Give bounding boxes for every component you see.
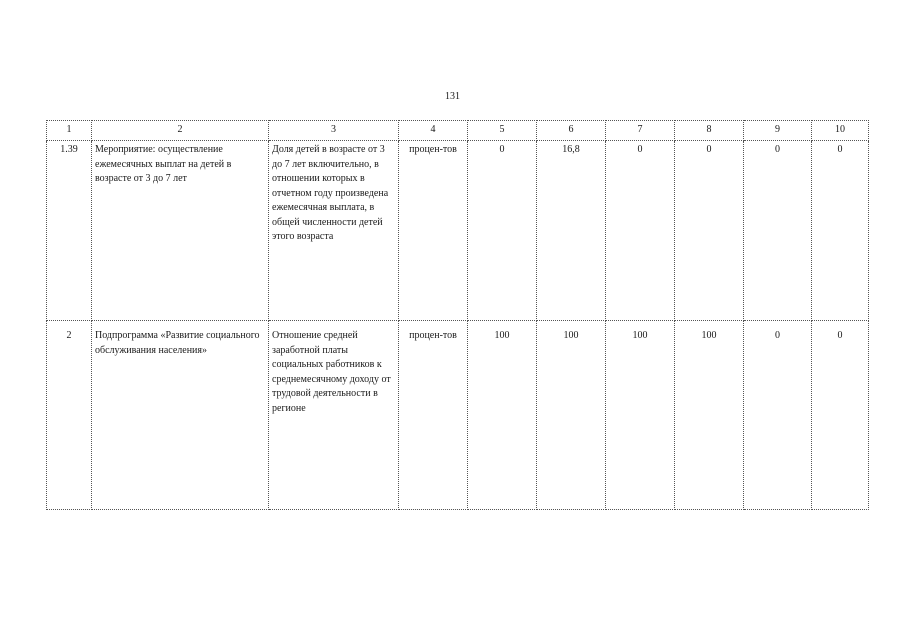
column-header: 4 bbox=[399, 121, 468, 141]
row-number: 1.39 bbox=[47, 141, 92, 321]
table-row bbox=[47, 321, 869, 510]
page-number: 131 bbox=[445, 91, 460, 102]
column-header: 3 bbox=[269, 121, 399, 141]
value-cell: 100 bbox=[675, 321, 744, 510]
value-cell: 0 bbox=[468, 141, 537, 321]
row-number: 2 bbox=[47, 321, 92, 510]
value-cell: 0 bbox=[606, 141, 675, 321]
indicators-table bbox=[46, 120, 869, 510]
column-header: 2 bbox=[92, 121, 269, 141]
column-header: 8 bbox=[675, 121, 744, 141]
value-cell: 0 bbox=[675, 141, 744, 321]
table-header-row bbox=[47, 121, 869, 141]
column-header: 9 bbox=[744, 121, 812, 141]
column-header: 7 bbox=[606, 121, 675, 141]
column-header: 6 bbox=[537, 121, 606, 141]
value-cell: 100 bbox=[537, 321, 606, 510]
measure-name: Мероприятие: осуществление ежемесячных выплат на детей в возрасте от 3 до 7 лет bbox=[92, 141, 269, 321]
indicator-name: Доля детей в возрасте от 3 до 7 лет включительно, в отношении которых в отчетном году произведена ежемесячная выплата, в общей численности детей этого возраста bbox=[269, 141, 399, 321]
value-cell: 0 bbox=[812, 321, 869, 510]
value-cell: 0 bbox=[744, 321, 812, 510]
value-cell: 16,8 bbox=[537, 141, 606, 321]
column-header: 10 bbox=[812, 121, 869, 141]
unit-of-measure: процен-тов bbox=[399, 141, 468, 321]
value-cell: 0 bbox=[812, 141, 869, 321]
table-row bbox=[47, 141, 869, 321]
column-header: 5 bbox=[468, 121, 537, 141]
indicator-name: Отношение средней заработной платы социальных работников к среднемесячному доходу от трудовой деятельности в регионе bbox=[269, 321, 399, 510]
value-cell: 100 bbox=[606, 321, 675, 510]
unit-of-measure: процен-тов bbox=[399, 321, 468, 510]
value-cell: 0 bbox=[744, 141, 812, 321]
column-header: 1 bbox=[47, 121, 92, 141]
measure-name: Подпрограмма «Развитие социального обслуживания населения» bbox=[92, 321, 269, 510]
value-cell: 100 bbox=[468, 321, 537, 510]
